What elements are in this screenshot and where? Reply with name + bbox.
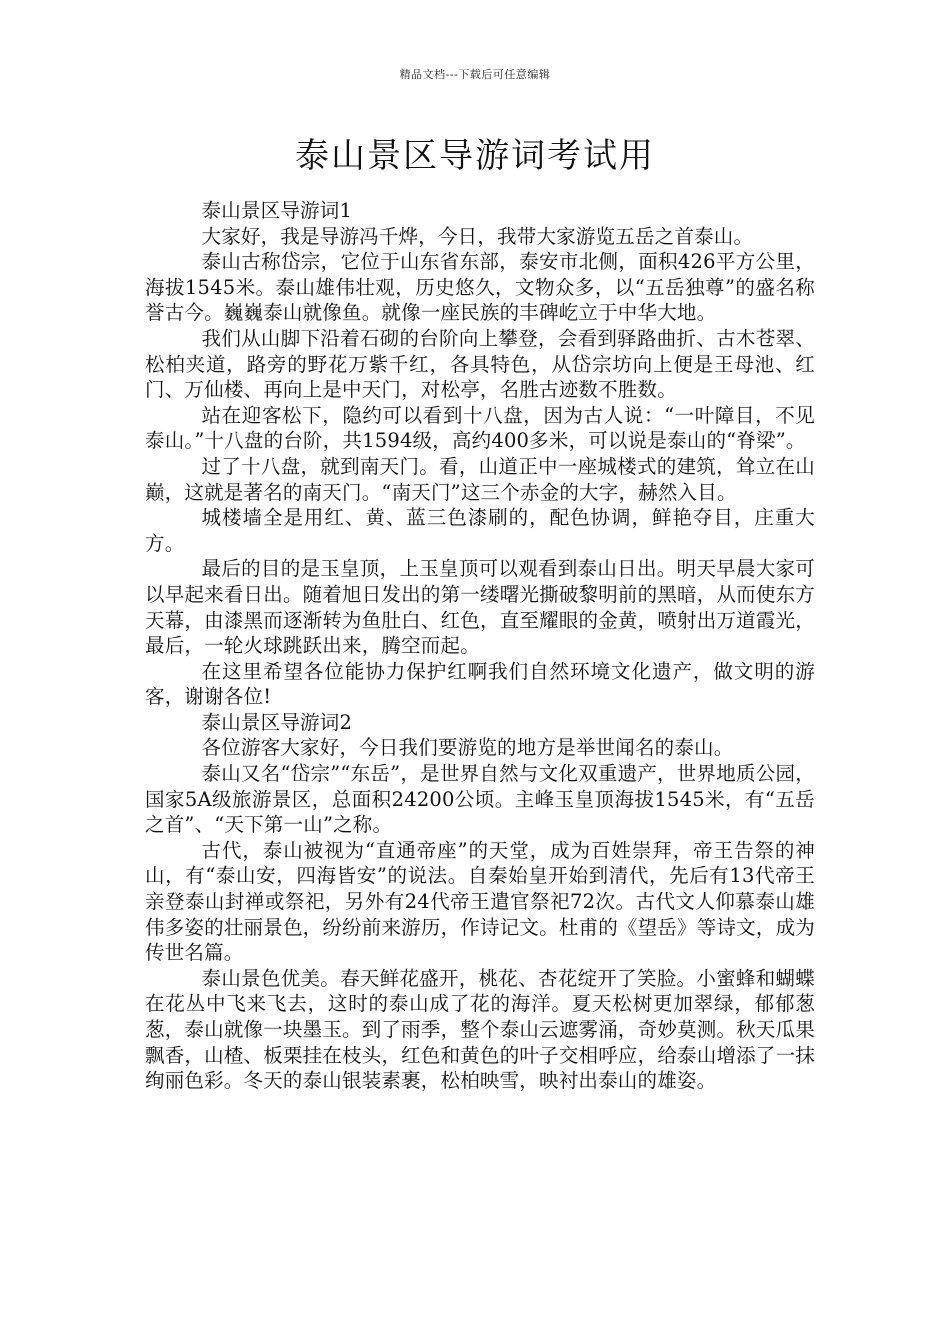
paragraph: 城楼墙全是用红、黄、蓝三色漆刷的，配色协调，鲜艳夺目，庄重大方。 xyxy=(145,506,815,555)
paragraph: 古代，泰山被视为“直通帝座”的天堂，成为百姓崇拜，帝王告祭的神山，有“泰山安，四海皆安”的说法。自秦始皇开始到清代，先后有13代帝王亲登泰山封禅或祭祀，另外有24代帝王遣官祭祀72次。古代文人仰慕泰山雄伟多姿的壮丽景色，纷纷前来游历，作诗记文。杜甫的《望岳》等诗文，成为传世名篇。 xyxy=(145,838,815,965)
document-body xyxy=(145,198,815,1094)
header-note: 精品文档---下载后可任意编辑 xyxy=(399,68,551,81)
paragraph: 过了十八盘，就到南天门。看，山道正中一座城楼式的建筑，耸立在山巅，这就是著名的南天门。“南天门”这三个赤金的大字，赫然入目。 xyxy=(145,454,815,504)
paragraph: 大家好，我是导游冯千烨，今日，我带大家游览五岳之首泰山。 xyxy=(201,224,754,248)
paragraph: 各位游客大家好，今日我们要游览的地方是举世闻名的泰山。 xyxy=(201,736,734,760)
section-heading-2: 泰山景区导游词2 xyxy=(201,710,353,734)
paragraph: 泰山景色优美。春天鲜花盛开，桃花、杏花绽开了笑脸。小蜜蜂和蝴蝶在花丛中飞来飞去，这时的泰山成了花的海洋。夏天松树更加翠绿，郁郁葱葱，泰山就像一块墨玉。到了雨季，整个泰山云遮雾涌，奇妙莫测。秋天瓜果飘香，山楂、板栗挂在枝头，红色和黄色的叶子交相呼应，给泰山增添了一抹绚丽色彩。冬天的泰山银装素裹，松柏映雪，映衬出泰山的雄姿。 xyxy=(145,966,815,1093)
paragraph: 我们从山脚下沿着石砌的台阶向上攀登，会看到驿路曲折、古木苍翠、松柏夹道，路旁的野花万紫千红，各具特色，从岱宗坊向上便是王母池、红门、万仙楼、再向上是中天门，对松亭，名胜古迹数不胜数。 xyxy=(145,326,815,402)
paragraph: 泰山又名“岱宗”“东岳”，是世界自然与文化双重遗产，世界地质公园，国家5A级旅游景区，总面积24200公顷。主峰玉皇顶海拔1545米，有“五岳之首”、“天下第一山”之称。 xyxy=(145,762,815,837)
paragraph: 站在迎客松下，隐约可以看到十八盘，因为古人说：“一叶障目，不见泰山。”十八盘的台阶，共1594级，高约400多米，可以说是泰山的“脊梁”。 xyxy=(145,403,815,453)
paragraph: 泰山古称岱宗，它位于山东省东部，泰安市北侧，面积426平方公里，海拔1545米。泰山雄伟壮观，历史悠久，文物众多，以“五岳独尊”的盛名称誉古今。巍巍泰山就像鱼。就像一座民族的丰碑屹立于中华大地。 xyxy=(145,250,815,325)
paragraph: 最后的目的是玉皇顶，上玉皇顶可以观看到泰山日出。明天早晨大家可以早起来看日出。随着旭日发出的第一缕曙光撕破黎明前的黑暗，从而使东方天幕，由漆黑而逐渐转为鱼肚白、红色，直至耀眼的金黄，喷射出万道霞光，最后，一轮火球跳跃出来，腾空而起。 xyxy=(145,557,815,658)
document-title: 泰山景区导游词考试用 xyxy=(295,136,655,176)
paragraph: 在这里希望各位能协力保护红啊我们自然环境文化遗产，做文明的游客，谢谢各位! xyxy=(145,659,815,709)
section-heading-1: 泰山景区导游词1 xyxy=(201,199,353,222)
